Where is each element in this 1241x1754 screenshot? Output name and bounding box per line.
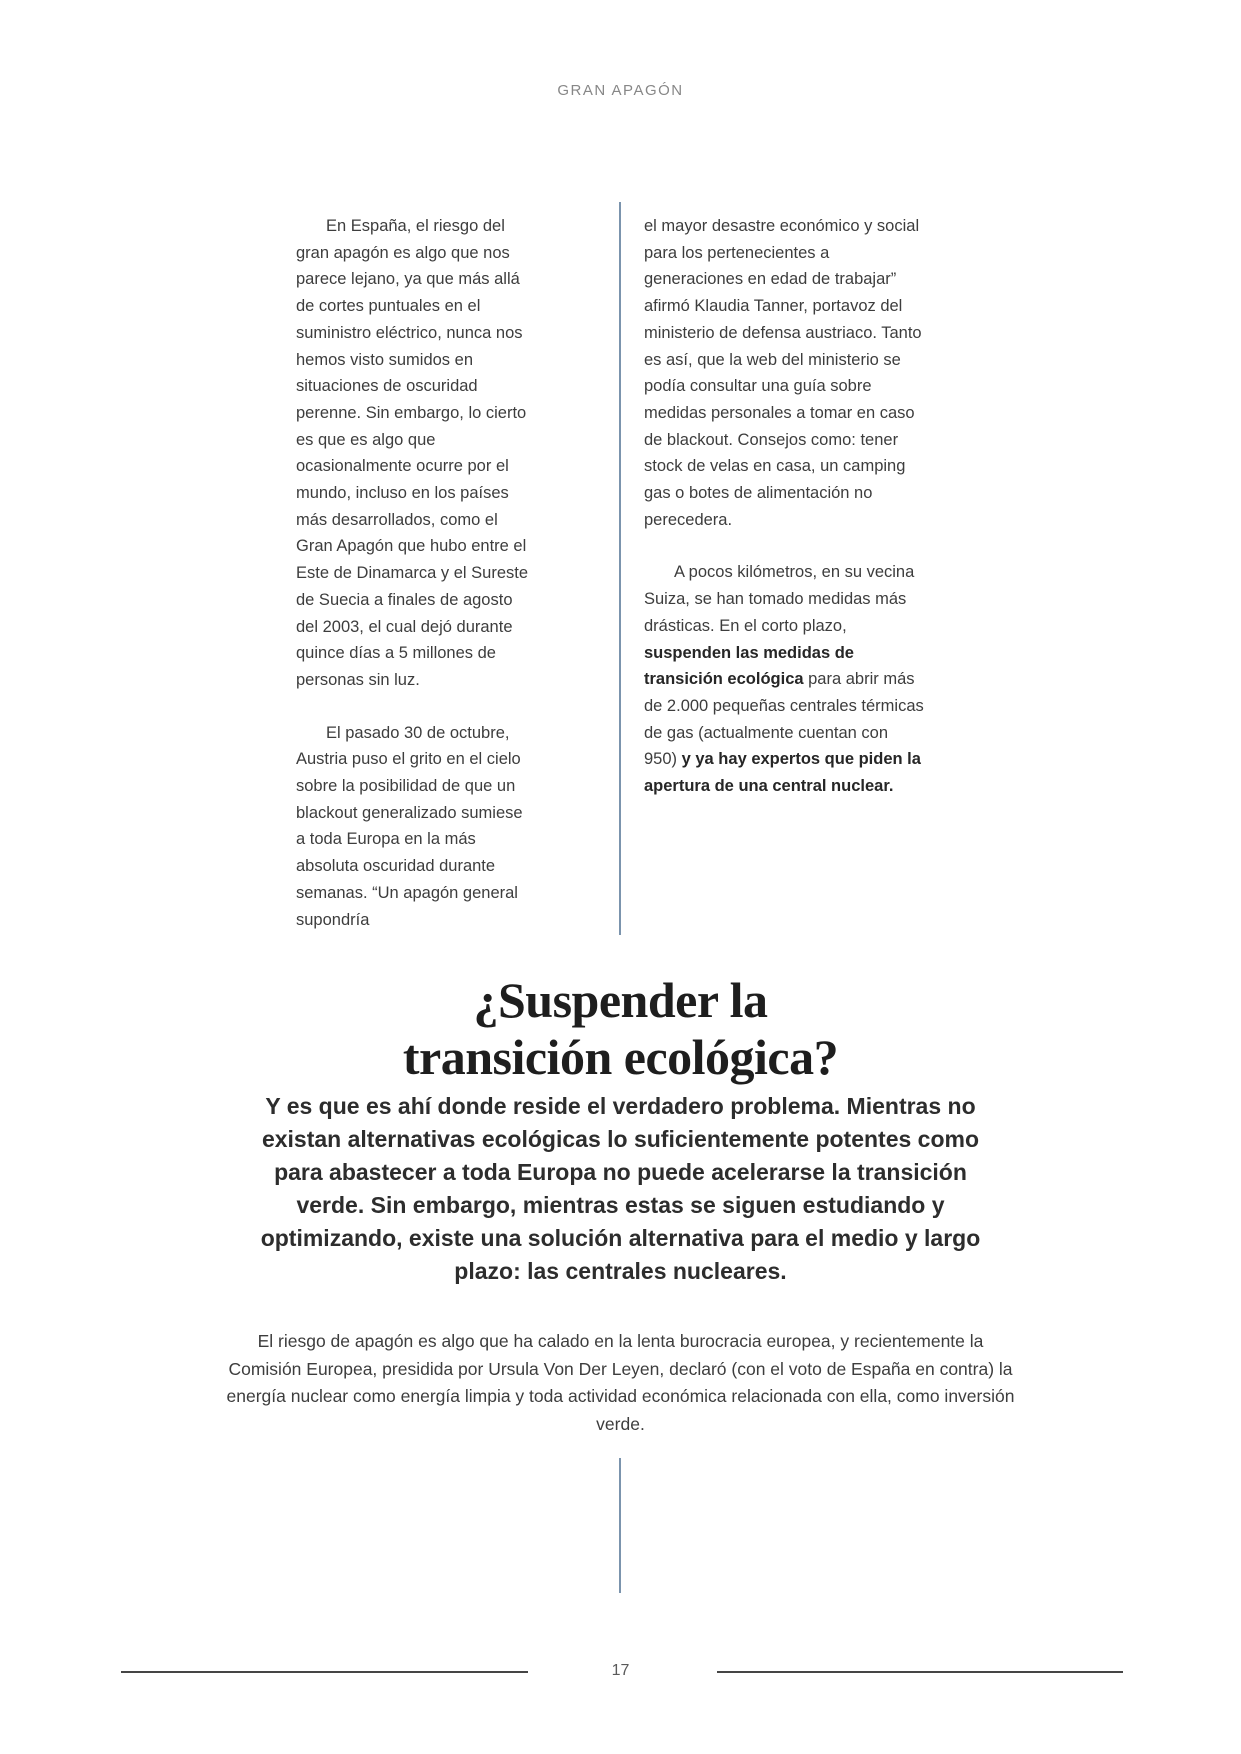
right-column (644, 213, 924, 959)
footer-rule-right (717, 1671, 1123, 1673)
emphasized-text: y ya hay expertos que piden la apertura de una central nuclear. (644, 750, 921, 796)
lead-paragraph: Y es que es ahí donde reside el verdadero problema. Mientras no existan alternativas ecológicas lo suficientemente potentes como para abastecer a toda Europa no puede acelerarse la transición verde. Sin embargo, mientras estas se siguen estudiando y optimizando, existe una solución alternativa para el medio y largo plazo: las centrales nucleares. (260, 1093, 981, 1284)
article-columns (296, 213, 924, 959)
section-divider-line (619, 1458, 621, 1593)
body-paragraph: el mayor desastre económico y social para los pertenecientes a generaciones en edad de trabajar” afirmó Klaudia Tanner, portavoz del ministerio de defensa austriaco. Tanto es así, que la web del ministerio se podía consultar una guía sobre medidas personales a tomar en caso de blackout. Consejos como: tener stock de velas en casa, un camping gas o botes de alimentación no perecedera. (644, 217, 922, 529)
body-paragraph: El pasado 30 de octubre, Austria puso el grito en el cielo sobre la posibilidad de que un blackout generalizado sumiese a toda Europa en la más absoluta oscuridad durante semanas. “Un apagón general supondría (296, 723, 523, 929)
intro-paragraph: El riesgo de apagón es algo que ha calado en la lenta burocracia europea, y recientemente la Comisión Europea, presidida por Ursula Von Der Leyen, declaró (con el voto de España en contra) la energía nuclear como energía limpia y toda actividad económica relacionada con ella, como inversión verde. (226, 1331, 1015, 1434)
headline-line: ¿Suspender la (473, 971, 768, 1028)
body-paragraph (644, 559, 924, 799)
headline-line: transición ecológica? (402, 1028, 839, 1085)
left-column (296, 213, 532, 959)
body-paragraph: En España, el riesgo del gran apagón es algo que nos parece lejano, ya que más allá de cortes puntuales en el suministro eléctrico, nunca nos hemos visto sumidos en situaciones de oscuridad perenne. Sin embargo, lo cierto es que es algo que ocasionalmente ocurre por el mundo, incluso en los países más desarrollados, como el Gran Apagón que hubo entre el Este de Dinamarca y el Sureste de Suecia a finales de agosto del 2003, el cual dejó durante quince días a 5 millones de personas sin luz. (296, 217, 529, 689)
section-kicker: GRAN APAGÓN (557, 82, 684, 99)
emphasized-text: suspenden las medidas de transición ecológica (644, 643, 854, 689)
paragraph-text: para abrir más de 2.000 pequeñas centrales térmicas de gas (actualmente cuentan con 950) (644, 670, 924, 769)
paragraph-text: A pocos kilómetros, en su vecina Suiza, se han tomado medidas más drásticas. En el corto plazo, (644, 563, 915, 635)
article-headline (0, 972, 1241, 1086)
column-divider-line (619, 202, 621, 935)
page-number: 17 (611, 1662, 630, 1679)
